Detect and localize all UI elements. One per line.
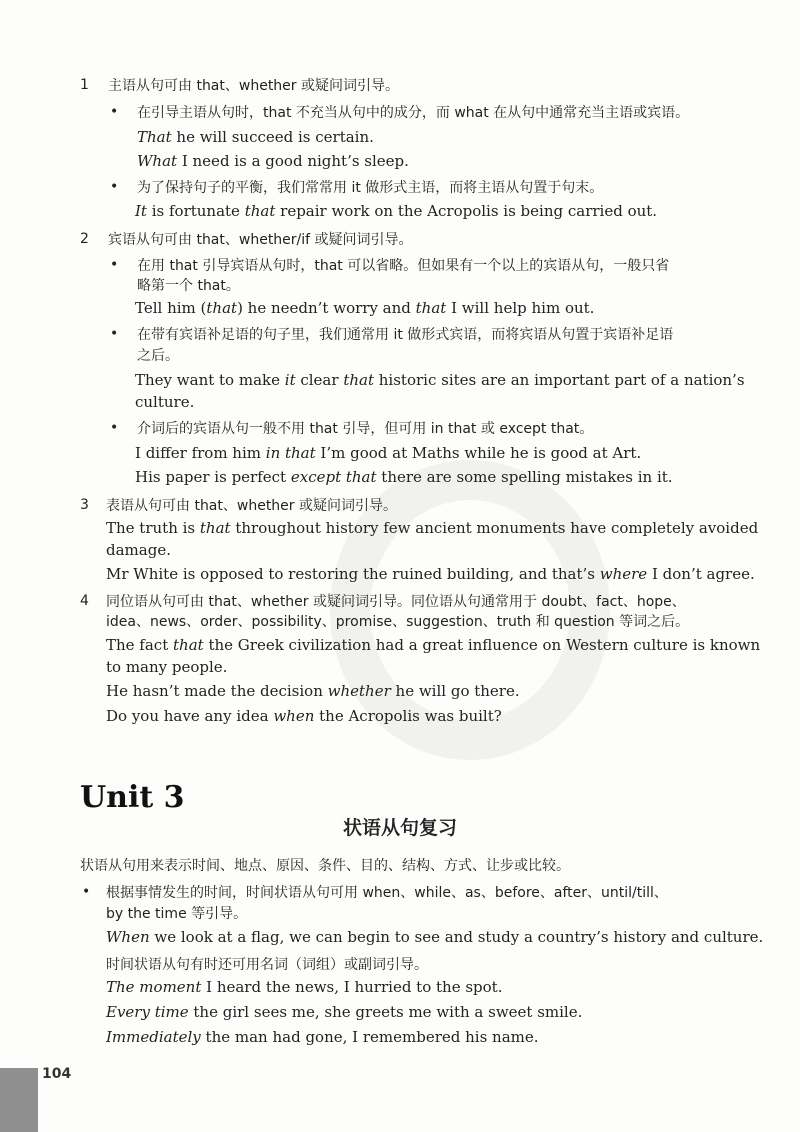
text-segment: They want to make xyxy=(135,371,285,389)
text-segment: I’m good at Maths while he is good at Art. xyxy=(315,444,642,462)
text-line xyxy=(135,392,194,413)
bullet-icon: • xyxy=(110,179,119,195)
section-title: 状语从句复习 xyxy=(342,817,457,839)
text-line xyxy=(137,324,673,346)
italic-keyword: that xyxy=(173,636,204,654)
text-line xyxy=(137,127,374,148)
text-segment: Mr White is opposed to restoring the ruined building, and that’s xyxy=(106,565,600,583)
text-segment: clear xyxy=(295,371,344,389)
italic-keyword: Every time xyxy=(106,1003,189,1021)
text-line xyxy=(137,275,240,297)
text-segment: 介词后的宾语从句一般不用 that 引导，但可用 in that 或 except that。 xyxy=(137,421,594,437)
page-number: 104 xyxy=(42,1066,72,1082)
text-segment: is fortunate xyxy=(146,202,245,220)
italic-keyword: in that xyxy=(265,444,316,462)
italic-keyword: Immediately xyxy=(106,1028,201,1046)
italic-keyword: that xyxy=(206,299,238,317)
item-number: 1 xyxy=(80,77,89,93)
text-segment: 宾语从句可由 that、whether/if 或疑问词引导。 xyxy=(108,232,413,248)
text-segment: 时间状语从句有时还可用名词（词组）或副词引导。 xyxy=(106,957,428,973)
text-line xyxy=(106,564,755,585)
text-line xyxy=(106,903,247,925)
italic-keyword: that xyxy=(415,299,447,317)
text-segment: 略第一个 that。 xyxy=(137,278,240,294)
italic-keyword: except that xyxy=(290,468,377,486)
text-segment: the Greek civilization had a great influence on Western culture is known xyxy=(203,636,761,654)
bullet-icon: • xyxy=(110,104,119,120)
text-segment: culture. xyxy=(135,393,195,411)
text-line xyxy=(135,298,594,319)
text-segment: 之后。 xyxy=(137,348,179,364)
text-segment: The truth is xyxy=(106,519,200,537)
text-line xyxy=(106,954,428,976)
text-segment: idea、news、order、possibility、promise、suggestion、truth 和 question 等词之后。 xyxy=(106,614,690,630)
text-segment: I will help him out. xyxy=(446,299,595,317)
text-line xyxy=(135,201,657,222)
text-segment: we look at a flag, we can begin to see and study a country’s history and culture. xyxy=(149,928,764,946)
italic-keyword: whether xyxy=(327,682,391,700)
text-segment: 为了保持句子的平衡，我们常常用 it 做形式主语，而将主语从句置于句末。 xyxy=(137,180,604,196)
text-segment: 在引导主语从句时，that 不充当从句中的成分，而 what 在从句中通常充当主语或宾语。 xyxy=(137,105,690,121)
italic-keyword: That xyxy=(137,128,172,146)
text-segment: damage. xyxy=(106,541,171,559)
text-segment: The fact xyxy=(106,636,174,654)
text-segment: 在用 that 引导宾语从句时，that 可以省略。但如果有一个以上的宾语从句，一般只省 xyxy=(137,258,670,274)
text-line xyxy=(135,370,745,391)
italic-keyword: It xyxy=(135,202,147,220)
text-line xyxy=(108,229,413,251)
text-line xyxy=(106,635,760,656)
text-line xyxy=(108,75,399,97)
text-segment: 同位语从句可由 that、whether 或疑问词引导。同位语从句通常用于 doubt、fact、hope、 xyxy=(106,594,686,610)
text-segment: he will succeed is certain. xyxy=(171,128,374,146)
text-line xyxy=(135,443,641,464)
text-line xyxy=(137,345,179,367)
text-line xyxy=(106,681,520,702)
text-segment: the girl sees me, she greets me with a sweet smile. xyxy=(188,1003,583,1021)
italic-keyword: that xyxy=(199,519,231,537)
text-segment: by the time 等引导。 xyxy=(106,906,248,922)
text-segment: the man had gone, I remembered his name. xyxy=(200,1028,539,1046)
text-line xyxy=(106,591,686,613)
italic-keyword: that xyxy=(244,202,276,220)
unit-heading: Unit 3 xyxy=(80,780,185,815)
text-segment: I need is a good night’s sleep. xyxy=(177,152,409,170)
text-line xyxy=(135,467,673,488)
italic-keyword: The moment xyxy=(106,978,202,996)
text-segment: I don’t agree. xyxy=(647,565,755,583)
italic-keyword: when xyxy=(273,707,315,725)
text-line xyxy=(106,540,171,561)
text-segment: I differ from him xyxy=(135,444,266,462)
text-line xyxy=(106,706,502,727)
item-number: 4 xyxy=(80,593,89,609)
text-line xyxy=(106,1002,582,1023)
text-segment: 状语从句用来表示时间、地点、原因、条件、目的、结构、方式、让步或比较。 xyxy=(80,858,570,874)
text-segment: to many people. xyxy=(106,658,228,676)
text-segment: the Acropolis was built? xyxy=(314,707,502,725)
text-segment: Tell him ( xyxy=(135,299,207,317)
text-segment: 主语从句可由 that、whether 或疑问词引导。 xyxy=(108,78,399,94)
bullet-icon: • xyxy=(110,257,119,273)
text-line xyxy=(137,151,409,172)
text-line xyxy=(106,1027,539,1048)
text-line xyxy=(106,977,502,998)
text-segment: 根据事情发生的时间，时间状语从句可用 when、while、as、before、after、until/till、 xyxy=(106,885,668,901)
text-line xyxy=(137,177,603,199)
text-line xyxy=(106,927,763,948)
italic-keyword: When xyxy=(106,928,150,946)
text-segment: throughout history few ancient monuments have completely avoided xyxy=(230,519,759,537)
italic-keyword: it xyxy=(284,371,296,389)
bullet-icon: • xyxy=(82,884,91,900)
text-segment: His paper is perfect xyxy=(135,468,291,486)
page-edge-bar xyxy=(0,1068,38,1132)
italic-keyword: that xyxy=(343,371,374,389)
text-line xyxy=(137,102,689,124)
text-line xyxy=(106,657,227,678)
text-line xyxy=(106,882,668,904)
text-segment: 在带有宾语补足语的句子里，我们通常用 it 做形式宾语，而将宾语从句置于宾语补足语 xyxy=(137,327,674,343)
item-number: 2 xyxy=(80,231,89,247)
text-segment: 表语从句可由 that、whether 或疑问词引导。 xyxy=(106,498,397,514)
bullet-icon: • xyxy=(110,326,119,342)
text-segment: he will go there. xyxy=(390,682,520,700)
text-segment: ) he needn’t worry and xyxy=(237,299,416,317)
italic-keyword: where xyxy=(599,565,648,583)
bullet-icon: • xyxy=(110,420,119,436)
text-segment: repair work on the Acropolis is being carried out. xyxy=(275,202,658,220)
text-line xyxy=(106,495,397,517)
italic-keyword: What xyxy=(137,152,178,170)
text-segment: Do you have any idea xyxy=(106,707,274,725)
text-segment: He hasn’t made the decision xyxy=(106,682,328,700)
text-line xyxy=(80,855,570,877)
text-line xyxy=(106,518,758,539)
text-segment: historic sites are an important part of a nation’s xyxy=(374,371,745,389)
text-segment: I heard the news, I hurried to the spot. xyxy=(201,978,503,996)
text-line xyxy=(106,611,689,633)
text-segment: there are some spelling mistakes in it. xyxy=(376,468,673,486)
text-line xyxy=(137,255,669,277)
item-number: 3 xyxy=(80,497,89,513)
text-line xyxy=(137,418,593,440)
